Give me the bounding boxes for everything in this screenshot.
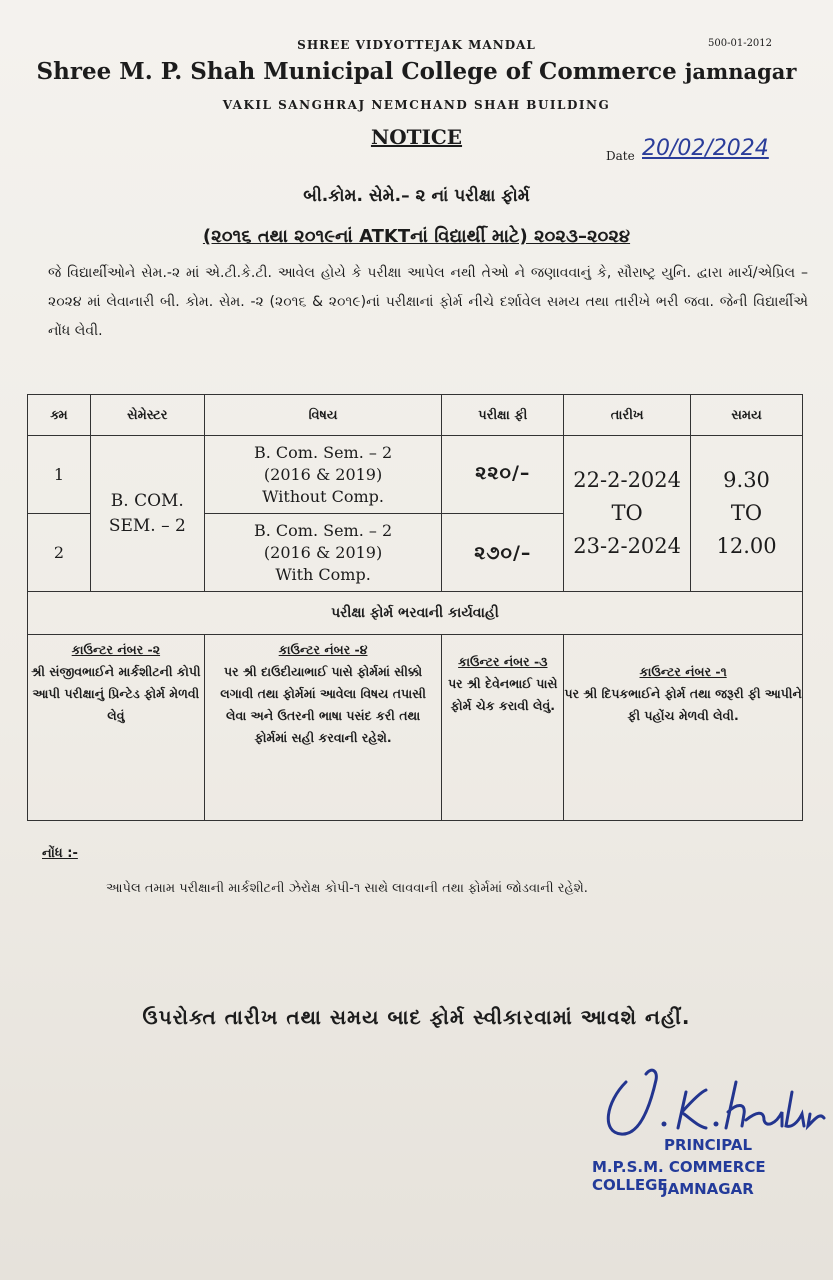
header-date: તારીખ (564, 395, 691, 436)
header-time: સમય (691, 395, 803, 436)
header-serial: ક્મ (28, 395, 91, 436)
counter-4-cell (204, 635, 442, 821)
principal-signature (596, 1062, 826, 1142)
college-name: Shree M. P. Shah Municipal College of Commerce (36, 58, 677, 85)
stamp-college: M.P.S.M. COMMERCE COLLEGE (592, 1158, 766, 1194)
college-city: jamnagar (684, 59, 797, 84)
college-title (0, 58, 833, 85)
counters-row (28, 635, 803, 821)
note-heading: નોંધ :- (42, 846, 78, 861)
table-header-row (28, 395, 803, 436)
counter-1-title: કાઉન્ટર નંબર -૧ (639, 664, 727, 679)
row-2-fee: ૨૭૦/– (442, 514, 564, 592)
counter-4-text: પર શ્રી દાઉદીયાભાઈ પાસે ફોર્મમાં સીક્કો લગાવી તથા ફોર્મમાં આવેલા વિષય તપાસી લેવા અને ઉતરની ભાષા પસંદ કરી તથા ફોર્મમાં સહી કરવાની રહેશે. (220, 664, 426, 745)
header-semester: સેમેસ્ટર (90, 395, 204, 436)
row-2-number: 2 (28, 514, 91, 592)
mandal-name: SHREE VIDYOTTEJAK MANDAL (297, 38, 536, 52)
semester-cell: B. COM. SEM. – 2 (90, 436, 204, 592)
header-exam-fee: પરીક્ષા ફી (442, 395, 564, 436)
date-range-cell: 22-2-2024 TO 23-2-2024 (564, 436, 691, 592)
stamp-principal: PRINCIPAL (664, 1136, 753, 1154)
building-name: VAKIL SANGHRAJ NEMCHAND SHAH BUILDING (222, 98, 611, 112)
counter-3-cell (442, 635, 564, 821)
counter-2-text: શ્રી સંજીવભાઈને માર્કશીટની કોપી આપી પરીક્ષાનું પ્રિન્ટેડ ફોર્મ મેળવી લેવું (31, 664, 201, 723)
schedule-table (27, 394, 803, 821)
procedure-title: પરીક્ષા ફોર્મ ભરવાની કાર્યવાહી (28, 592, 803, 635)
date-value: 20/02/2024 (642, 136, 769, 161)
header-subject: વિષય (204, 395, 442, 436)
row-1-number: 1 (28, 436, 91, 514)
counter-2-cell (28, 635, 205, 821)
notice-heading: NOTICE (370, 125, 463, 149)
row-2-subject: B. Com. Sem. – 2 (2016 & 2019) With Comp. (204, 514, 442, 592)
note-text: આપેલ તમામ પરીક્ષાની માર્કશીટની ઝેરોક્ષ કોપી-૧ સાથે લાવવાની તથા ફોર્મમાં જોડવાની રહેશે. (106, 881, 588, 896)
counter-3-title: કાઉન્ટર નંબર -૩ (458, 654, 548, 669)
subject-line-2: (૨૦૧૬ તથા ૨૦૧૯નાં ATKTનાં વિદ્યાર્થી માટે) ૨૦૨૩–૨૦૨૪ (202, 226, 631, 247)
row-1-fee: ૨૨૦/– (442, 436, 564, 514)
counter-4-title: કાઉન્ટર નંબર -૪ (278, 642, 368, 657)
table-row (28, 436, 803, 514)
stamp-city: JAMNAGAR (662, 1180, 754, 1198)
date-label: Date (606, 149, 635, 163)
time-range-cell: 9.30 TO 12.00 (691, 436, 803, 592)
procedure-title-row (28, 592, 803, 635)
reference-number: 500-01-2012 (708, 38, 773, 49)
notice-body-text: જે વિદ્યાર્થીઓને સેમ.-૨ માં એ.ટી.કે.ટી. આવેલ હોયે કે પરીક્ષા આપેલ નથી તેઓ ને જણાવવાનું કે, સૌરાષ્ટ્ર યુનિ. દ્વારા માર્ચ/એપ્રિલ – ૨૦૨૪ માં લેવાનારી બી. કોમ. સેમ. -૨ (૨૦૧૬ & ૨૦૧૯)નાં પરીક્ષાનાં ફોર્મ નીચે દર્શાવેલ સમય તથા તારીખે ભરી જવા. જેની વિદ્યાર્થીએ નોંધ લેવી. (48, 265, 808, 339)
counter-1-cell (564, 635, 803, 821)
final-warning: ઉપરોક્ત તારીખ તથા સમય બાદ ફોર્મ સ્વીકારવામાં આવશે નહીં. (142, 1005, 691, 1029)
counter-3-text: પર શ્રી દેવેનભાઈ પાસે ફોર્મ ચેક કરાવી લેવું. (448, 676, 558, 713)
subject-line-1: બી.કોમ. સેમે.– ૨ નાં પરીક્ષા ફોર્મ (303, 186, 530, 206)
counter-1-text: પર શ્રી દિપકભાઈને ફોર્મ તથા જરૂરી ફી આપીને ફી પહોંચ મેળવી લેવી. (564, 686, 802, 723)
counter-2-title: કાઉન્ટર નંબર -૨ (71, 642, 161, 657)
row-1-subject: B. Com. Sem. – 2 (2016 & 2019) Without Comp. (204, 436, 442, 514)
